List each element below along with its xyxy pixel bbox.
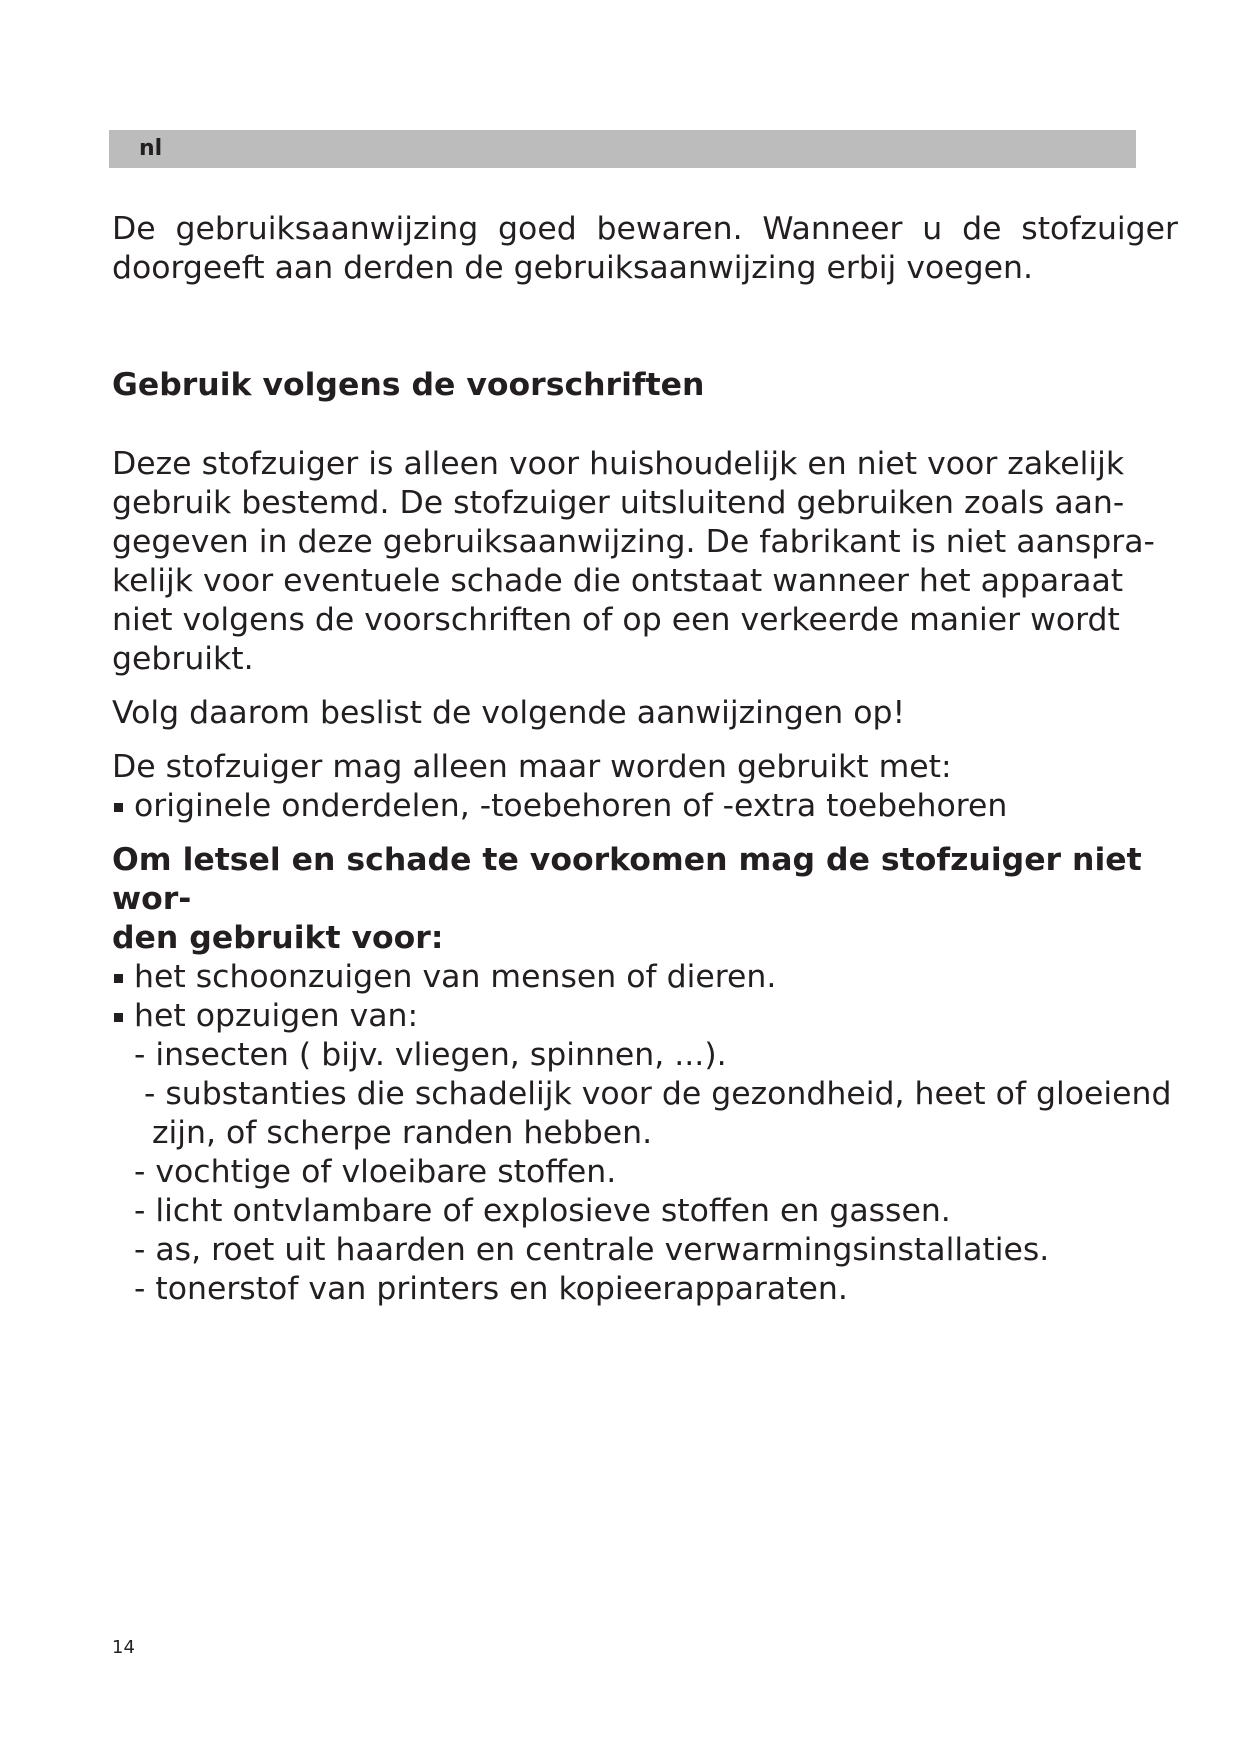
- allowed-usage-bullet: originele onderdelen, -toebehoren of -extra toebehoren: [112, 787, 1182, 826]
- prohibited-bullet: het schoonzuigen van mensen of dieren.: [112, 958, 1182, 997]
- prohibited-usage-list: [112, 958, 1182, 1309]
- usage-paragraph-line: gegeven in deze gebruiksaanwijzing. De fabrikant is niet aanspra-: [112, 524, 1155, 560]
- prohibited-sub-item: - insecten ( bijv. vliegen, spinnen, ...).: [134, 1037, 727, 1073]
- prohibited-sub-item: - vochtige of vloeibare stoffen.: [134, 1154, 617, 1190]
- allowed-usage-intro: De stofzuiger mag alleen maar worden gebruikt met:: [112, 749, 952, 785]
- prohibited-bullet: het opzuigen van:: [112, 997, 1182, 1036]
- prohibited-sub-item: - substanties die schadelijk voor de gezondheid, heet of gloeiend: [144, 1076, 1172, 1112]
- usage-paragraph-line: gebruikt.: [112, 641, 254, 677]
- page-content: [112, 210, 1182, 1309]
- follow-instructions-note: Volg daarom beslist de volgende aanwijzingen op!: [112, 695, 906, 731]
- prohibited-sub-item: - tonerstof van printers en kopieerapparaten.: [134, 1271, 848, 1307]
- usage-paragraph-line: gebruik bestemd. De stofzuiger uitsluitend gebruiken zoals aan-: [112, 485, 1125, 521]
- prohibited-sub-item: - as, roet uit haarden en centrale verwarmingsinstallaties.: [134, 1232, 1050, 1268]
- warning-heading: [112, 841, 1182, 958]
- usage-paragraph-line: niet volgens de voorschriften of op een verkeerde manier wordt: [112, 602, 1120, 638]
- allowed-usage-block: [112, 748, 1182, 826]
- usage-paragraph: [112, 445, 1182, 679]
- prohibited-sub-item: - licht ontvlambare of explosieve stoffen en gassen.: [134, 1193, 951, 1229]
- prohibited-sub-item-continuation: zijn, of scherpe randen hebben.: [152, 1115, 653, 1151]
- language-code: nl: [139, 136, 163, 161]
- warning-heading-line: Om letsel en schade te voorkomen mag de stofzuiger niet wor-: [112, 842, 1142, 917]
- usage-paragraph-line: kelijk voor eventuele schade die ontstaat wanneer het apparaat: [112, 563, 1124, 599]
- usage-paragraph-line: Deze stofzuiger is alleen voor huishoudelijk en niet voor zakelijk: [112, 446, 1125, 482]
- intro-paragraph: De gebruiksaanwijzing goed bewaren. Wanneer u de stofzuiger doorgeeft aan derden de gebruiksaanwijzing erbij voegen.: [112, 211, 1178, 286]
- section-title: Gebruik volgens de voorschriften: [112, 367, 705, 403]
- warning-heading-line: den gebruikt voor:: [112, 920, 444, 956]
- page-number: 14: [112, 1637, 135, 1658]
- language-header-bar: [109, 130, 1136, 168]
